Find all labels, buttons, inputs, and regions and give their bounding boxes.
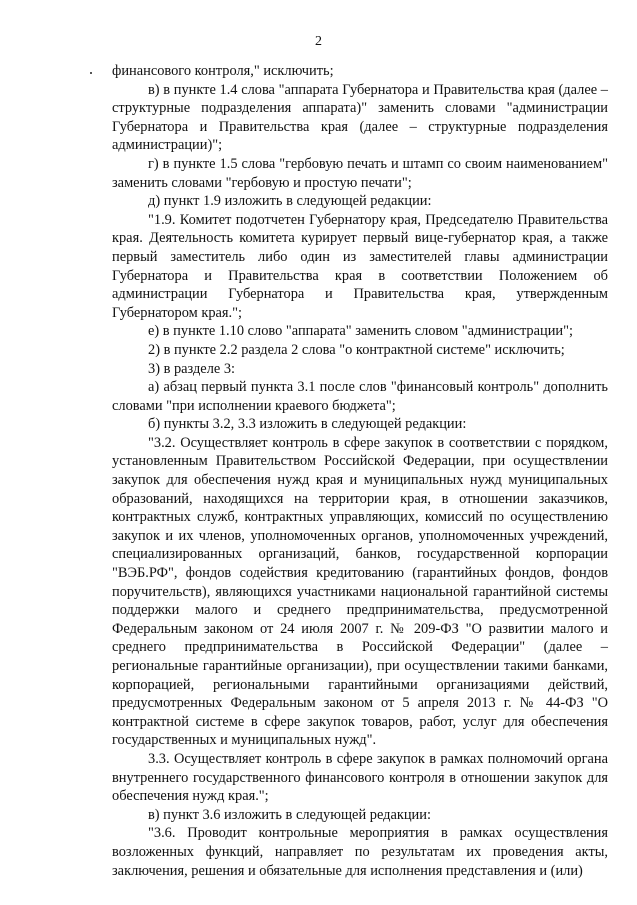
paragraph: 2) в пункте 2.2 раздела 2 слова "о контрактной системе" исключить; <box>148 341 565 358</box>
paragraph: 3) в разделе 3: <box>148 360 236 377</box>
paragraph: финансового контроля," исключить; <box>112 63 334 79</box>
paragraph: "1.9. Комитет подотчетен Губернатору края, Председателю Правительства края. Деятельность комитета курирует первый вице-губернатор края, а также первый заместитель либо один из заместителей главы администрации Губернатора и Правительства края в соответствии Положением об администрации Губернатора и Правительства края, утвержденным Губернатором края."; <box>112 211 608 321</box>
paragraph: б) пункты 3.2, 3.3 изложить в следующей редакции: <box>148 416 467 433</box>
paragraph: "3.2. Осуществляет контроль в сфере закупок в соответствии с порядком, установленным Правительством Российской Федерации, при осуществлении закупок для обеспечения нужд края и муниципальных нужд муниципальных образований, находящихся на территории края, в отношении заказчиков, контрактных служб, контрактных управляющих, комиссий по осуществлению закупок и их членов, уполномоченных органов, уполномоченных учреждений, специализированных организаций, банков, государственной корпорации "ВЭБ.РФ", фондов содействия кредитованию (гарантийных фондов, фондов поручительств), являющихся участниками национальной гарантийной системы поддержки малого и среднего предпринимательства, предусмотренной Федеральным законом от 24 июля 2007 г. № 209-ФЗ "О развитии малого и среднего предпринимательства в Российской Федерации" (далее – региональные гарантийные организации), при осуществлении такими банками, корпорацией, региональными гарантийными организациями действий, предусмотренных Федеральным законом от 5 апреля 2013 г. № 44-ФЗ "О контрактной системе в сфере закупок товаров, работ, услуг для обеспечения государственных и муниципальных нужд". <box>112 434 608 749</box>
paragraph: 3.3. Осуществляет контроль в сфере закупок в рамках полномочий органа внутреннего государственного финансового контроля в отношении закупок для обеспечения нужд края."; <box>112 750 608 805</box>
paragraph: "3.6. Проводит контрольные мероприятия в рамках осуществления возложенных функций, направляет по результатам их проведения акты, заключения, решения и обязательные для исполнения представления и (или) <box>112 825 608 879</box>
scan-mark <box>90 72 92 74</box>
paragraph: а) абзац первый пункта 3.1 после слов "финансовый контроль" дополнить словами "при исполнении краевого бюджета"; <box>112 379 608 414</box>
paragraph: в) пункт 3.6 изложить в следующей редакции: <box>148 806 431 823</box>
paragraph: г) в пункте 1.5 слова "гербовую печать и штамп со своим наименованием" заменить словами "гербовую и простую печати"; <box>112 155 608 191</box>
paragraph: в) в пункте 1.4 слова "аппарата Губернатора и Правительства края (далее – структурные подразделения аппарата)" заменить словами "администрации Губернатора и Правительства края (далее – структурные подразделения администрации)"; <box>112 81 608 154</box>
document-body <box>112 62 608 880</box>
paragraph: е) в пункте 1.10 слово "аппарата" заменить словом "администрации"; <box>148 323 573 340</box>
page-number: 2 <box>315 34 322 49</box>
paragraph: д) пункт 1.9 изложить в следующей редакции: <box>148 193 432 210</box>
